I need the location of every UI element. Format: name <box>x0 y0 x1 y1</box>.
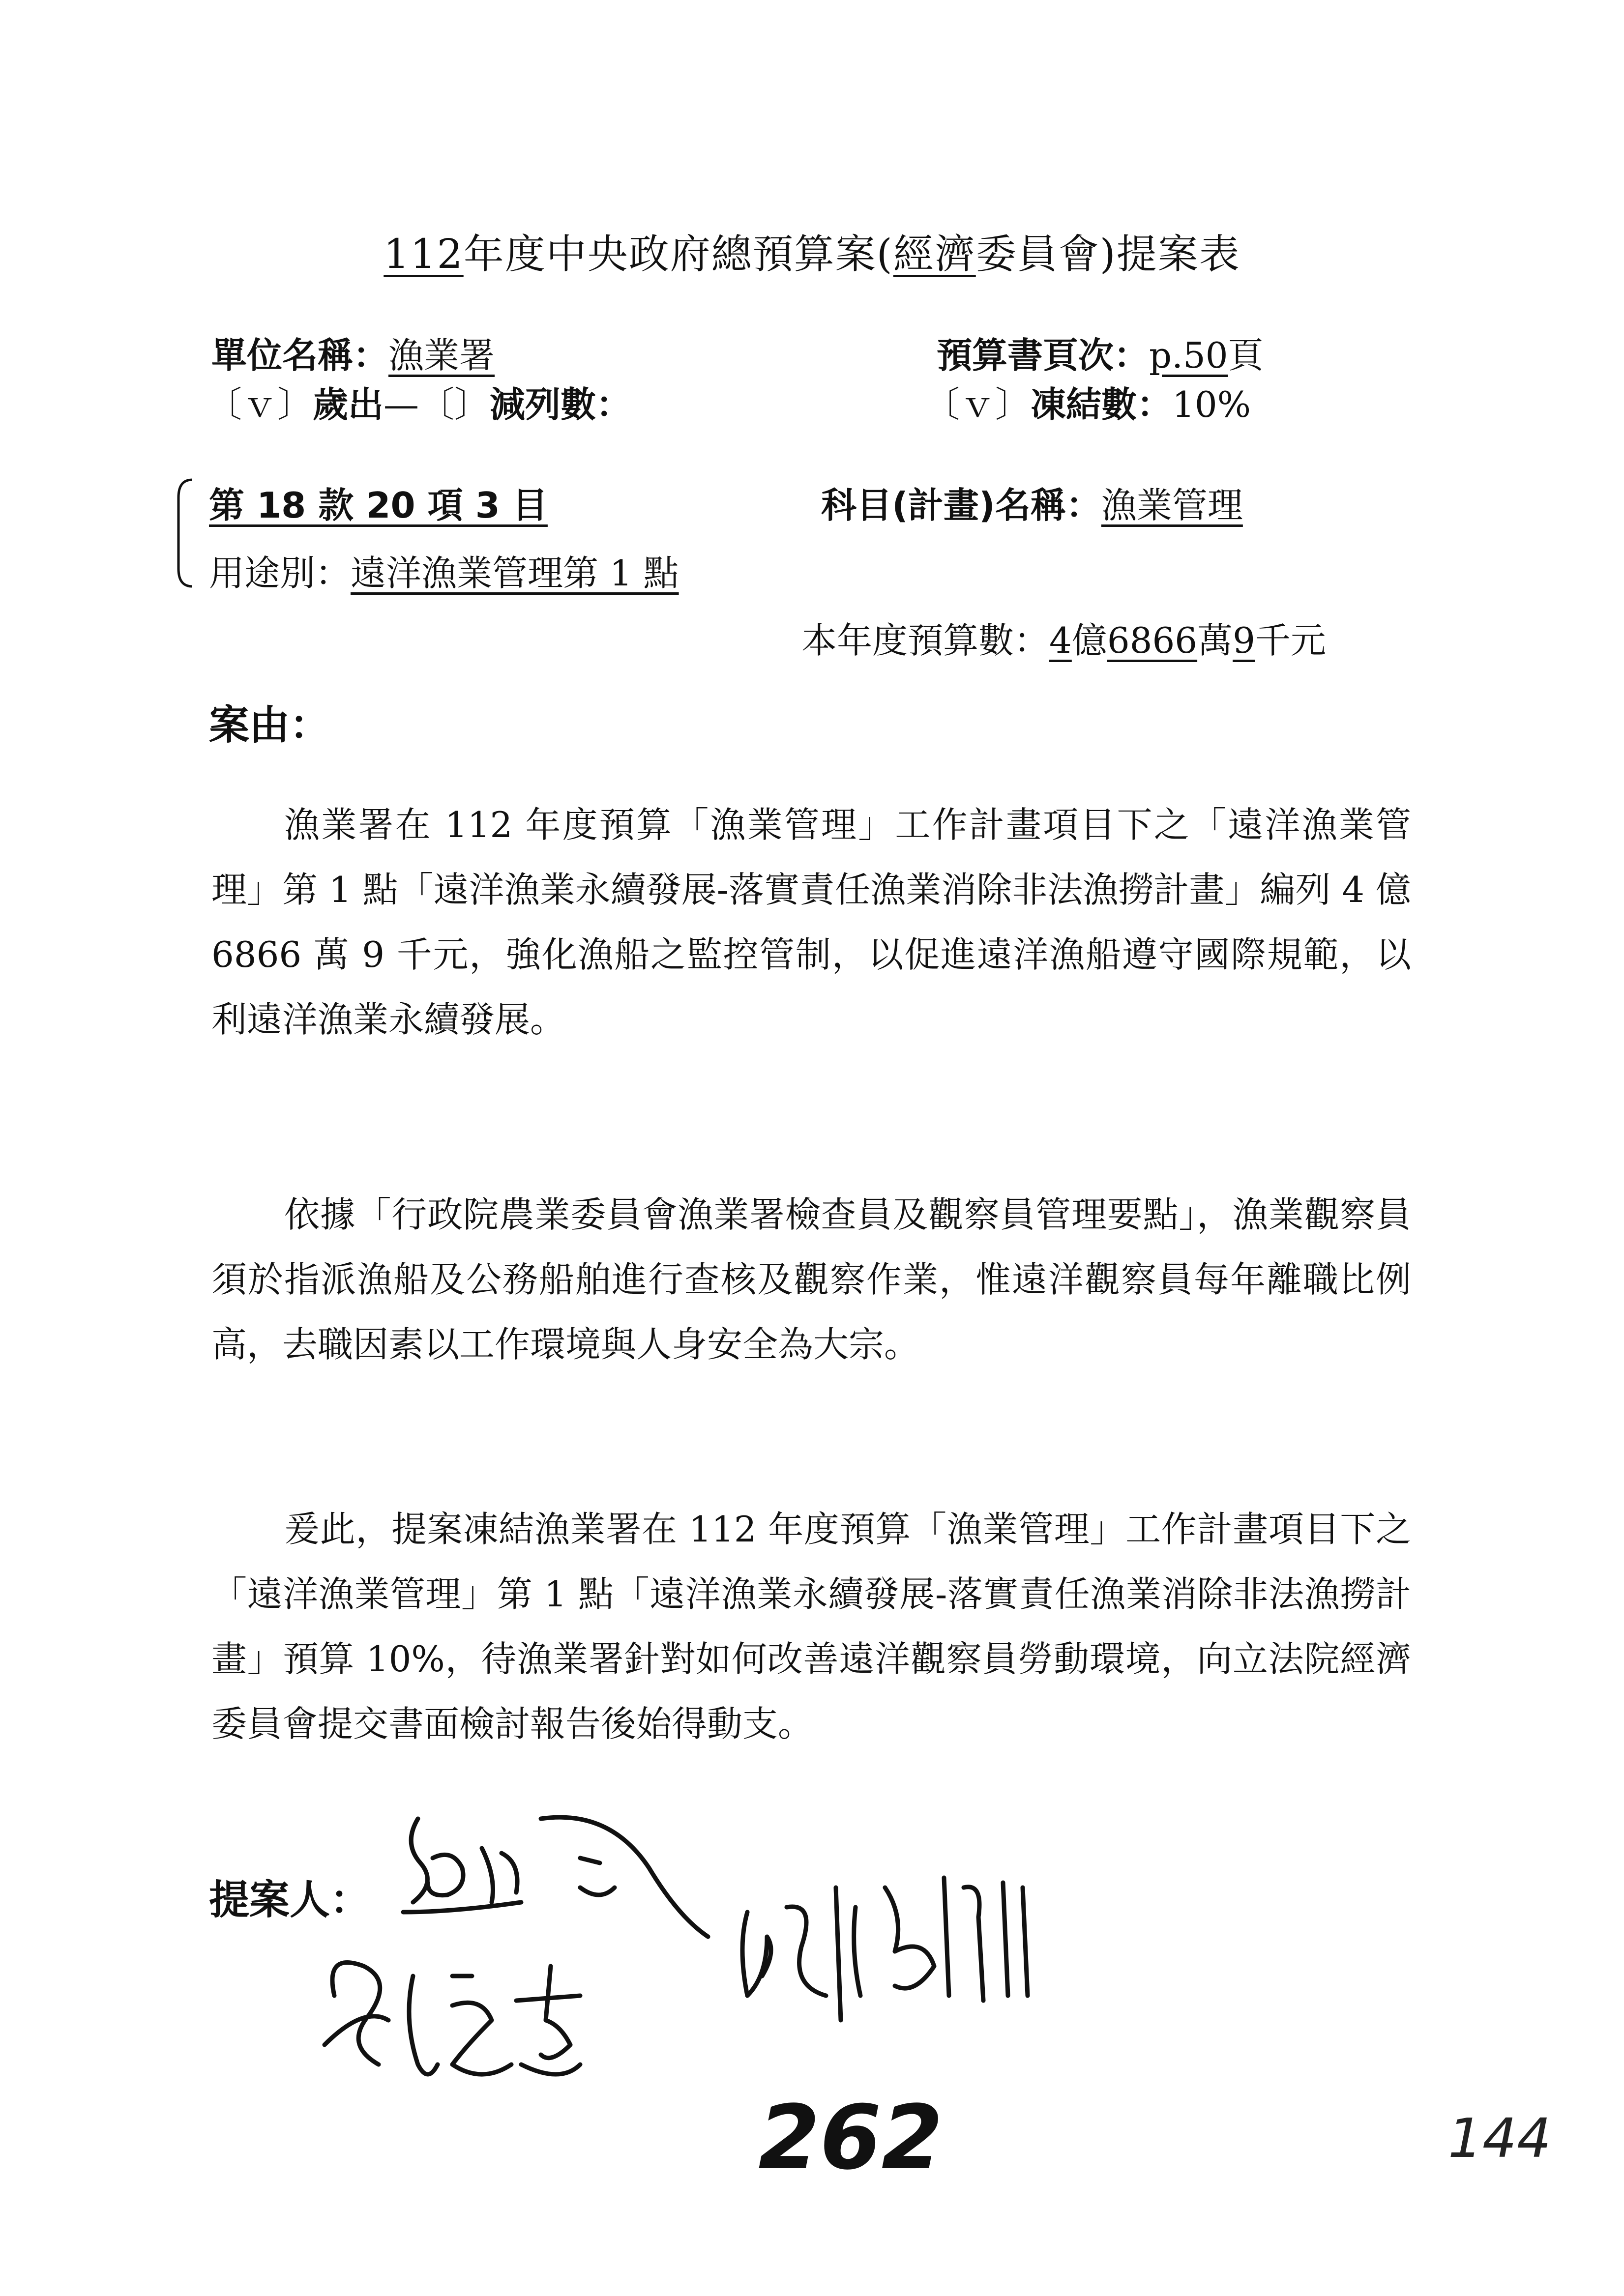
item-bracket <box>175 478 194 588</box>
unit-row <box>211 327 495 378</box>
paragraph-text: 依據「行政院農業委員會漁業署檢查員及觀察員管理要點」，漁業觀察員須於指派漁船及公務船舶進行查核及觀察作業，惟遠洋觀察員每年離職比例高，去職因素以工作環境與人身安全為大宗。 <box>211 1194 1411 1365</box>
reduce-label: 減列數： <box>490 384 632 425</box>
budget-yi-unit: 億 <box>1071 620 1107 661</box>
usage-label: 用途別： <box>209 552 351 594</box>
usage-value: 遠洋漁業管理第 1 點 <box>351 552 679 594</box>
expense-label: 歲出 <box>313 384 384 425</box>
unit-value: 漁業署 <box>388 335 495 376</box>
freeze-checkbox: 〔ｖ〕 <box>924 384 1031 425</box>
proposer-label: 提案人： <box>209 1877 371 1923</box>
corner-number: 144 <box>1448 2107 1551 2170</box>
expense-row <box>207 376 631 427</box>
page-number: 262 <box>758 2087 943 2189</box>
item-row <box>209 477 548 528</box>
expense-checkbox: 〔ｖ〕 <box>207 384 313 425</box>
paragraph-2 <box>211 1182 1411 1377</box>
page-ref-row <box>937 327 1264 378</box>
reduce-checkbox: 〔〕 <box>419 384 490 425</box>
freeze-value: 10% <box>1172 384 1251 425</box>
paragraph-1 <box>211 792 1411 1052</box>
title-text-a: 年度中央政府總預算案( <box>463 231 893 278</box>
subject-value: 漁業管理 <box>1101 485 1243 526</box>
budget-qian-unit: 千元 <box>1255 620 1326 661</box>
paragraph-text: 爰此，提案凍結漁業署在 112 年度預算「漁業管理」工作計畫項目下之「遠洋漁業管理」第 1 點「遠洋漁業永續發展-落實責任漁業消除非法漁撈計畫」預算 10%，待漁業署針對如何改善遠洋觀察員勞動環境，向立法院經濟委員會提交書面檢討報告後始得動支。 <box>211 1509 1411 1744</box>
budget-label: 本年度預算數： <box>801 620 1050 661</box>
page-value: p.50 <box>1149 335 1228 376</box>
item-value: 第 18 款 20 項 3 目 <box>209 485 548 526</box>
subject-label: 科目(計畫)名稱： <box>821 485 1101 526</box>
reason-heading: 案由： <box>209 702 330 749</box>
paragraph-text: 漁業署在 112 年度預算「漁業管理」工作計畫項目下之「遠洋漁業管理」第 1 點「遠洋漁業永續發展-落實責任漁業消除非法漁撈計畫」編列 4 億 6866 萬 9 千元，強化漁船之監控管制，以促進遠洋漁船遵守國際規範，以利遠洋漁業永續發展。 <box>211 804 1411 1040</box>
title-committee: 經濟 <box>893 231 976 278</box>
budget-row <box>801 612 1326 663</box>
paragraph-3 <box>211 1497 1411 1756</box>
subject-row <box>821 477 1243 528</box>
budget-yi: 4 <box>1049 620 1072 661</box>
title-year: 112 <box>384 231 464 278</box>
budget-qian: 9 <box>1233 620 1255 661</box>
freeze-row <box>924 376 1251 427</box>
page-label: 預算書頁次： <box>937 335 1150 376</box>
budget-wan: 6866 <box>1107 620 1198 661</box>
freeze-label: 凍結數： <box>1031 384 1173 425</box>
expense-dash: — <box>384 384 419 425</box>
unit-label: 單位名稱： <box>211 335 389 376</box>
usage-row <box>209 545 679 596</box>
page-title <box>0 222 1624 280</box>
page-suffix: 頁 <box>1228 335 1264 376</box>
budget-wan-unit: 萬 <box>1197 620 1233 661</box>
title-text-b: 委員會)提案表 <box>975 231 1240 278</box>
